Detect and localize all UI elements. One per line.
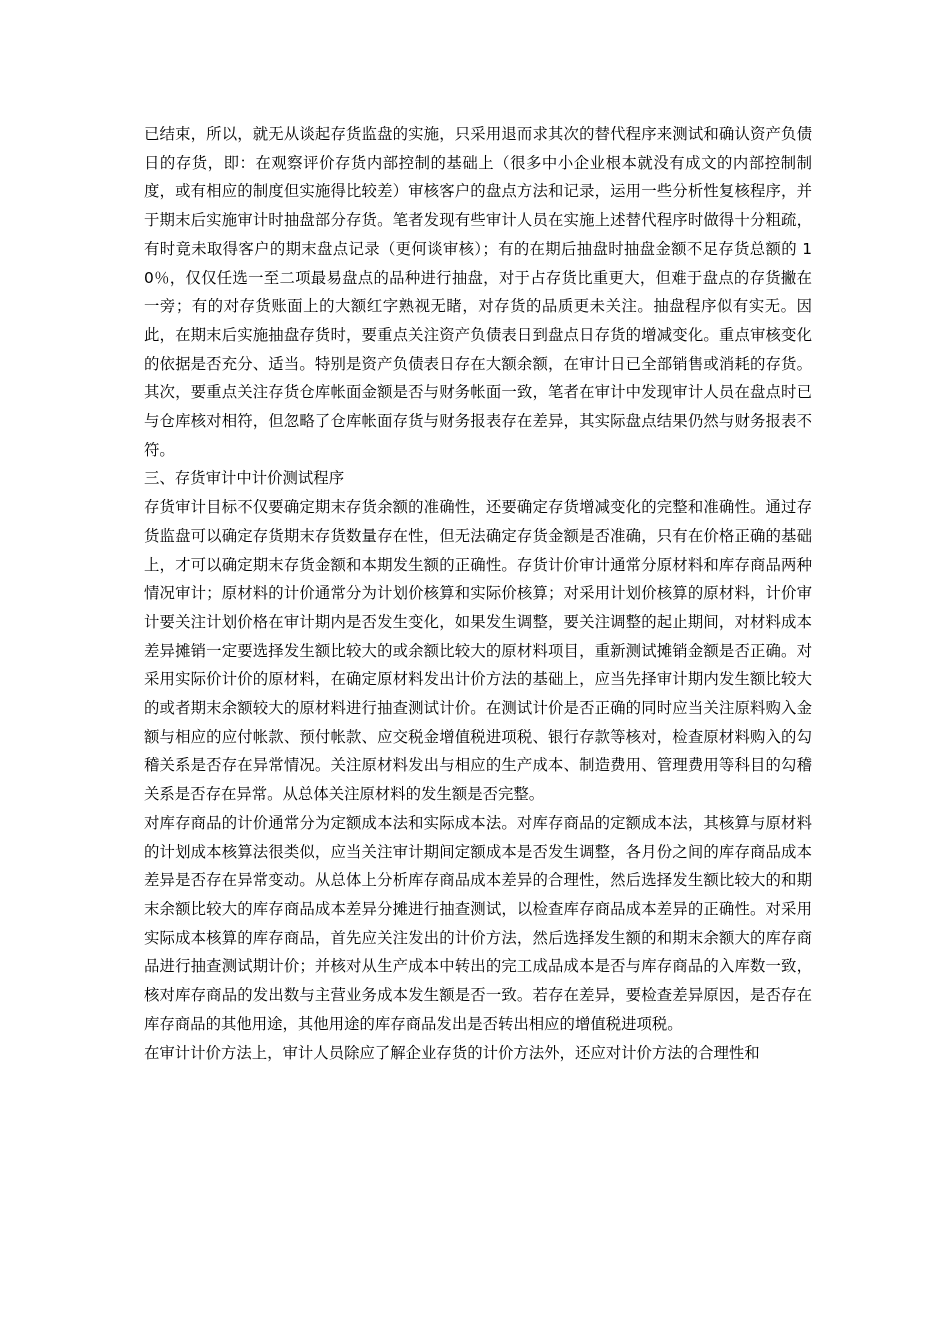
section-heading-pricing-test: 三、存货审计中计价测试程序 bbox=[144, 469, 345, 488]
document-body bbox=[144, 120, 812, 1067]
paragraph-finished-goods-pricing: 对库存商品的计价通常分为定额成本法和实际成本法。对库存商品的定额成本法，其核算与原材料的计划成本核算法很类似，应当关注审计期间定额成本是否发生调整，各月份之间的库存商品成本差异是否存在异常变动。从总体上分析库存商品成本差异的合理性，然后选择发生额比较大的和期末余额比较大的库存商品成本差异分摊进行抽查测试，以检查库存商品成本差异的正确性。对采用实际成本核算的库存商品，首先应关注发出的计价方法，然后选择发生额的和期末余额大的库存商品进行抽查测试期计价；并核对从生产成本中转出的完工成品成本是否与库存商品的入库数一致，核对库存商品的发出数与主营业务成本发生额是否一致。若存在差异，要检查差异原因，是否存在库存商品的其他用途，其他用途的库存商品发出是否转出相应的增值税进项税。 bbox=[144, 813, 812, 1033]
paragraph-inventory-observation: 已结束，所以，就无从谈起存货监盘的实施，只采用退而求其次的替代程序来测试和确认资产负债日的存货，即：在观察评价存货内部控制的基础上（很多中小企业根本就没有成文的内部控制制度，或有相应的制度但实施得比较差）审核客户的盘点方法和记录，运用一些分析性复核程序，并于期末后实施审计时抽盘部分存货。笔者发现有些审计人员在实施上述替代程序时做得十分粗疏，有时竟未取得客户的期末盘点记录（更何谈审核）；有的在期后抽盘时抽盘金额不足存货总额的 10％，仅仅任选一至二项最易盘点的品种进行抽盘，对于占存货比重更大，但难于盘点的存货撇在一旁；有的对存货账面上的大额红字熟视无睹，对存货的品质更未关注。抽盘程序似有实无。因此，在期末后实施抽盘存货时，要重点关注资产负债表日到盘点日存货的增减变化。重点审核变化的依据是否充分、适当。特别是资产负债表日存在大额余额，在审计日已全部销售或消耗的存货。其次，要重点关注存货仓库帐面金额是否与财务帐面一致，笔者在审计中发现审计人员在盘点时已与仓库核对相符，但忽略了仓库帐面存货与财务报表存在差异，其实际盘点结果仍然与财务报表不符。 bbox=[144, 125, 812, 459]
paragraph-pricing-audit-objective: 存货审计目标不仅要确定期末存货余额的准确性，还要确定存货增减变化的完整和准确性。通过存货监盘可以确定存货期末存货数量存在性，但无法确定存货金额是否准确，只有在价格正确的基础上，才可以确定期末存货金额和本期发生额的正确性。存货计价审计通常分原材料和库存商品两种情况审计；原材料的计价通常分为计划价核算和实际价核算；对采用计划价核算的原材料，计价审计要关注计划价格在审计期内是否发生变化，如果发生调整，要关注调整的起止期间，对材料成本差异摊销一定要选择发生额比较大的或余额比较大的原材料项目，重新测试摊销金额是否正确。对采用实际价计价的原材料，在确定原材料发出计价方法的基础上，应当先择审计期内发生额比较大的或者期末余额较大的原材料进行抽查测试计价。在测试计价是否正确的同时应当关注原料购入金额与相应的应付帐款、预付帐款、应交税金增值税进项税、银行存款等核对，检查原材料购入的勾稽关系是否存在异常情况。关注原材料发出与相应的生产成本、制造费用、管理费用等科目的勾稽关系是否存在异常。从总体关注原材料的发生额是否完整。 bbox=[144, 498, 812, 804]
paragraph-pricing-method: 在审计计价方法上，审计人员除应了解企业存货的计价方法外，还应对计价方法的合理性和 bbox=[144, 1043, 760, 1062]
